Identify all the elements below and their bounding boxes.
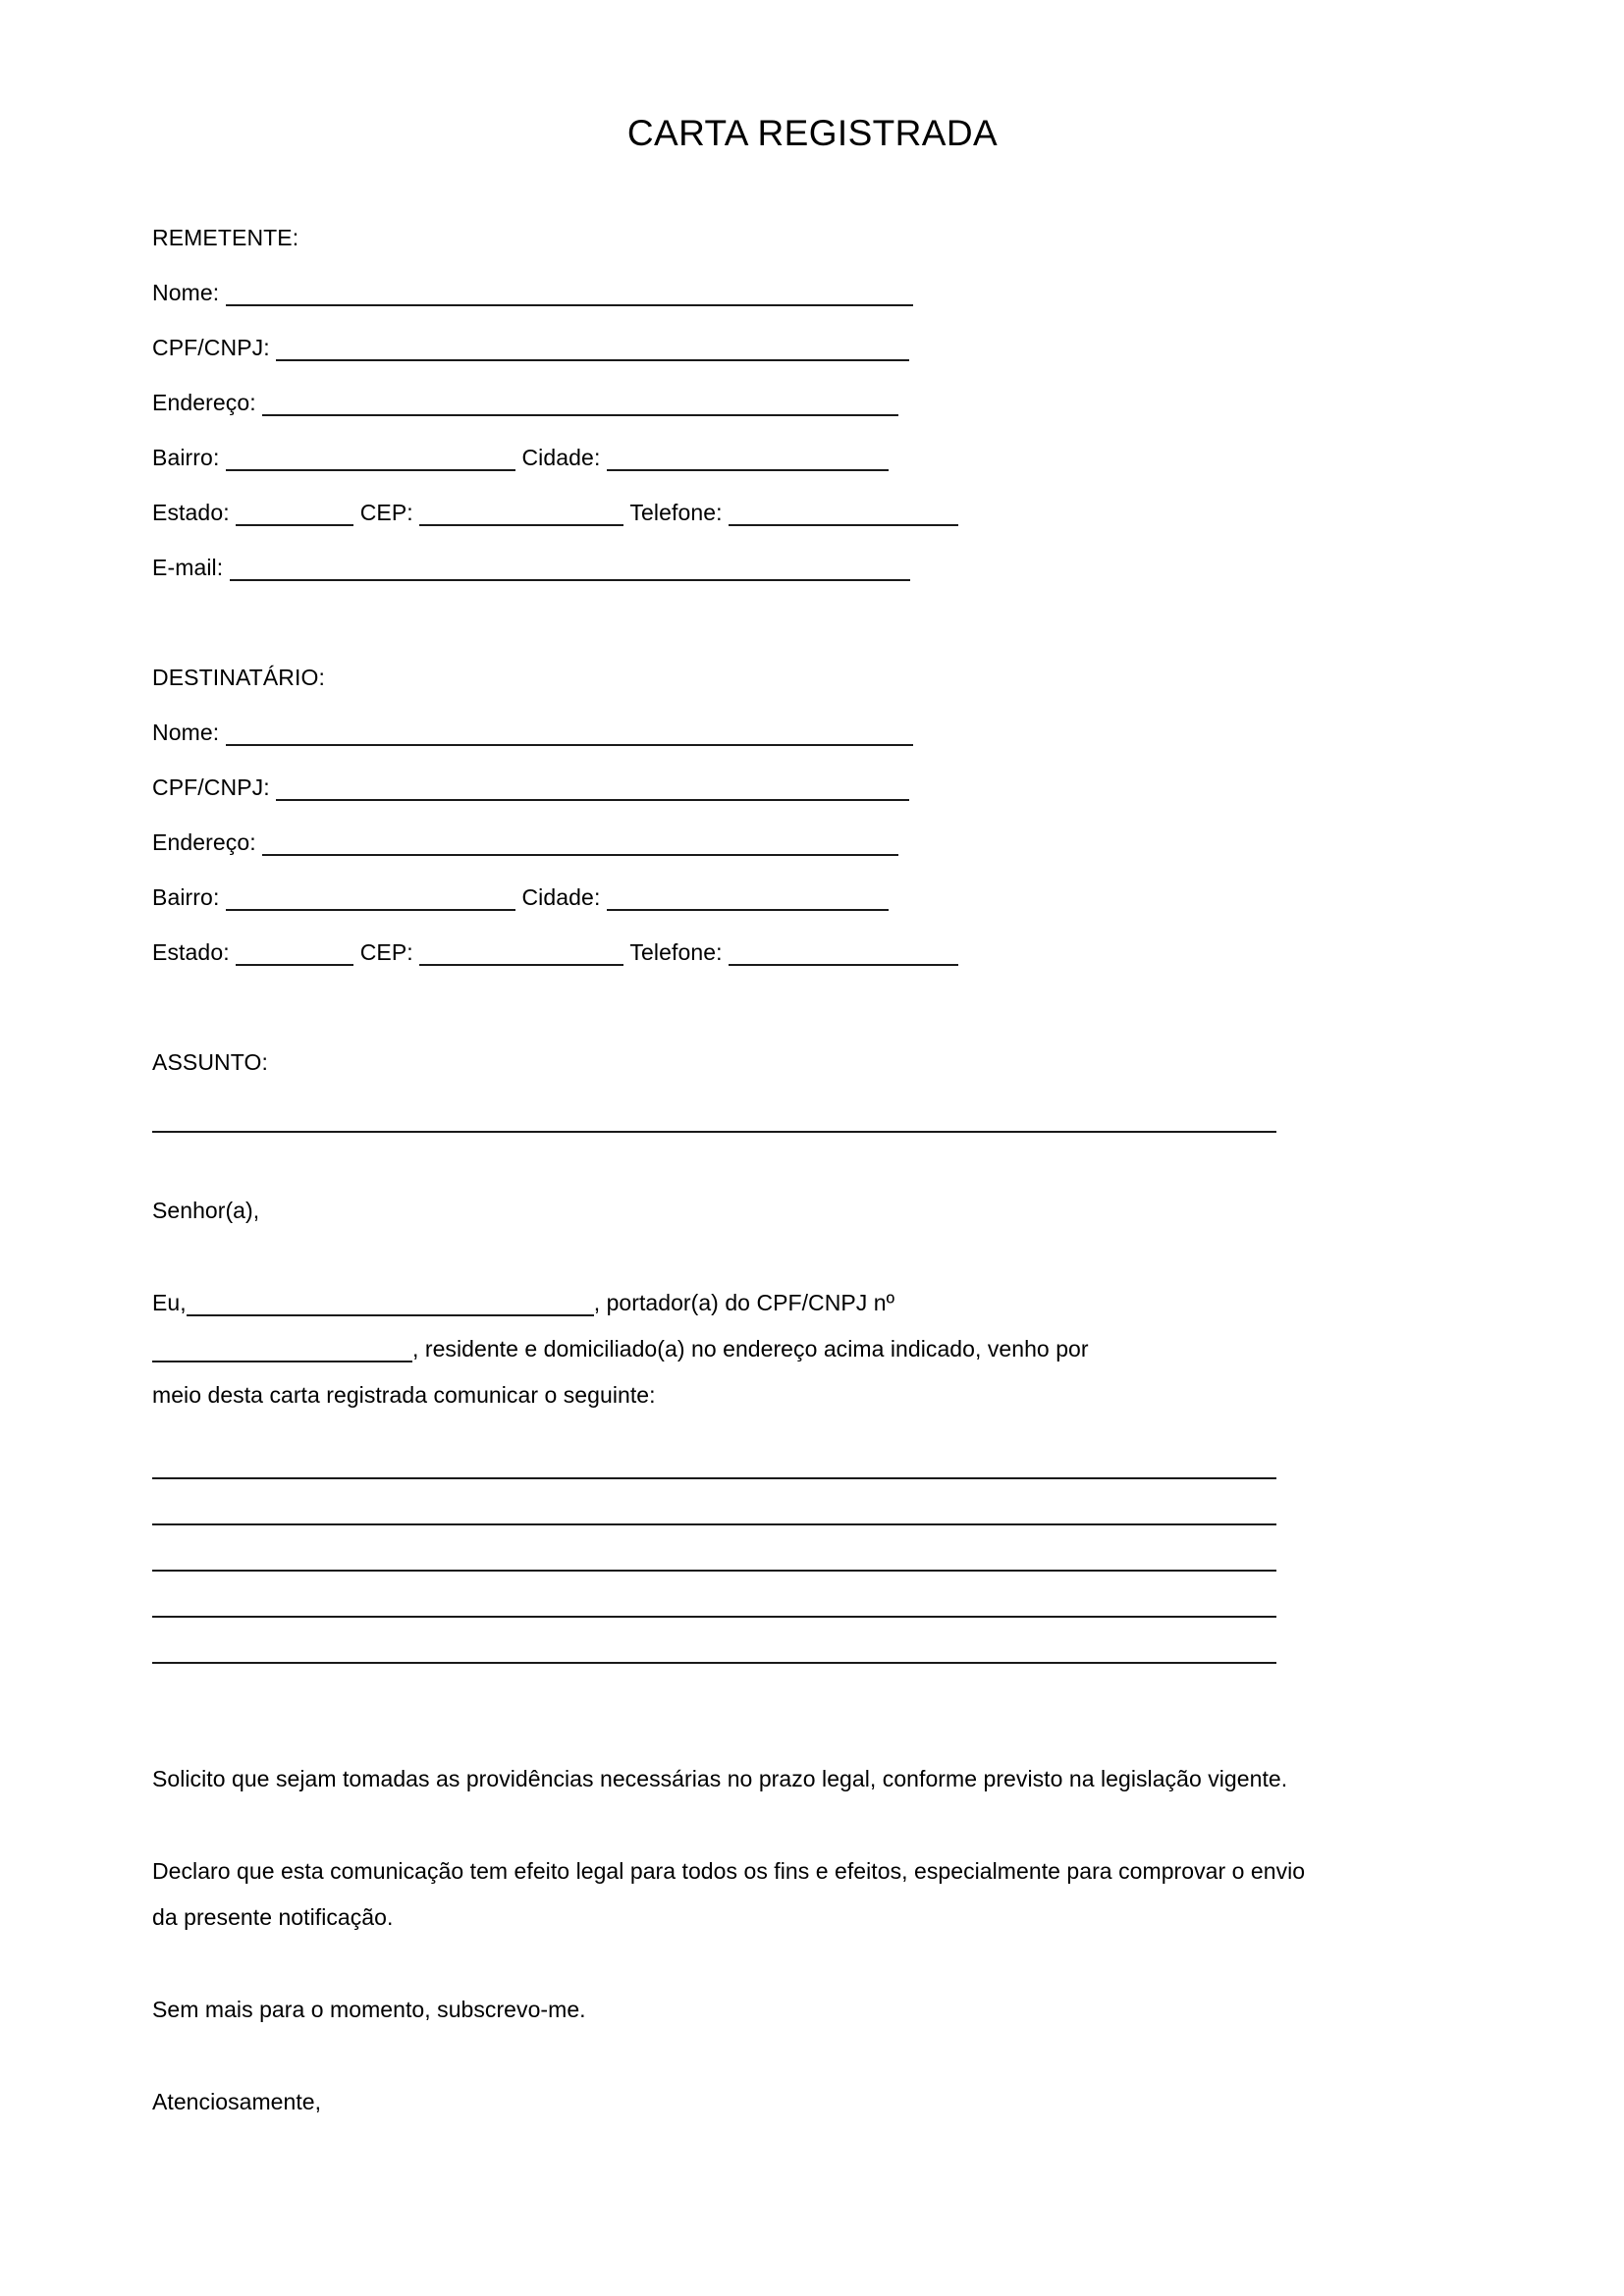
spacer-between-paragraphs-2 — [152, 1941, 1473, 1987]
recipient-field-endereco — [152, 815, 1473, 870]
spacer-between-sections — [152, 595, 1473, 650]
subject-section — [152, 1035, 1473, 1133]
salutation: Senhor(a), — [152, 1198, 260, 1224]
spacer-before-salutation — [152, 1133, 1473, 1188]
intro-cpf-input-rule[interactable] — [152, 1361, 412, 1362]
recipient-cidade-label: Cidade: — [521, 884, 601, 911]
message-blank-line[interactable] — [152, 1523, 1276, 1525]
closing-salutation: Atenciosamente, — [152, 2089, 322, 2115]
recipient-cep-input-rule[interactable] — [419, 964, 623, 966]
recipient-field-estado-cep-telefone — [152, 925, 1473, 980]
recipient-estado-label: Estado: — [152, 939, 230, 966]
letter-body — [152, 1188, 1473, 2125]
sender-telefone-input-rule[interactable] — [729, 524, 958, 526]
sender-endereco-input-rule[interactable] — [262, 414, 898, 416]
sender-cidade-label: Cidade: — [521, 445, 601, 471]
sender-heading: REMETENTE: — [152, 225, 299, 251]
sender-field-bairro-cidade — [152, 430, 1473, 485]
spacer-after-blank-lines — [152, 1664, 1473, 1710]
recipient-cpfcnpj-label: CPF/CNPJ: — [152, 774, 270, 801]
recipient-cep-label: CEP: — [359, 939, 413, 966]
recipient-bairro-input-rule[interactable] — [226, 909, 515, 911]
paragraph-declaro: Declaro que esta comunicação tem efeito legal para todos os fins e efeitos, especialmente para comprovar o envio da presente notificação. — [152, 1858, 1306, 1931]
sender-estado-input-rule[interactable] — [236, 524, 353, 526]
paragraph-sem-mais: Sem mais para o momento, subscrevo-me. — [152, 1997, 586, 2023]
recipient-cpfcnpj-input-rule[interactable] — [276, 799, 909, 801]
recipient-endereco-input-rule[interactable] — [262, 854, 898, 856]
spacer-before-closing — [152, 2033, 1473, 2079]
message-blank-line[interactable] — [152, 1570, 1276, 1572]
sender-nome-label: Nome: — [152, 280, 220, 306]
recipient-field-cpfcnpj — [152, 760, 1473, 815]
sender-field-endereco — [152, 375, 1473, 430]
sender-telefone-label: Telefone: — [629, 500, 723, 526]
intro-paragraph — [152, 1280, 1316, 1418]
sender-section — [152, 210, 1473, 595]
recipient-telefone-label: Telefone: — [629, 939, 723, 966]
recipient-bairro-label: Bairro: — [152, 884, 220, 911]
message-blank-lines — [152, 1477, 1473, 1664]
intro-comunicar-text: meio desta carta registrada comunicar o seguinte: — [152, 1382, 656, 1409]
intro-portador-text: , portador(a) do CPF/CNPJ nº — [593, 1290, 895, 1316]
recipient-field-bairro-cidade — [152, 870, 1473, 925]
paragraph-solicito: Solicito que sejam tomadas as providências necessárias no prazo legal, conforme previsto na legislação vigente. — [152, 1766, 1288, 1792]
recipient-estado-input-rule[interactable] — [236, 964, 353, 966]
recipient-section — [152, 650, 1473, 980]
spacer-between-paragraphs-1 — [152, 1802, 1473, 1848]
recipient-endereco-label: Endereço: — [152, 829, 256, 856]
sender-cpfcnpj-label: CPF/CNPJ: — [152, 335, 270, 361]
sender-endereco-label: Endereço: — [152, 390, 256, 416]
spacer-after-blank-lines-2 — [152, 1710, 1473, 1756]
sender-field-estado-cep-telefone — [152, 485, 1473, 540]
sender-estado-label: Estado: — [152, 500, 230, 526]
spacer-before-subject — [152, 980, 1473, 1035]
sender-field-email — [152, 540, 1473, 595]
intro-eu-label: Eu, — [152, 1290, 187, 1316]
recipient-field-nome — [152, 705, 1473, 760]
sender-email-input-rule[interactable] — [230, 579, 910, 581]
sender-field-nome — [152, 265, 1473, 320]
sender-email-label: E-mail: — [152, 555, 224, 581]
intro-name-input-rule[interactable] — [187, 1314, 594, 1316]
message-blank-line[interactable] — [152, 1477, 1276, 1479]
sender-bairro-input-rule[interactable] — [226, 469, 515, 471]
document-body — [152, 0, 1473, 2125]
sender-field-cpfcnpj — [152, 320, 1473, 375]
sender-nome-input-rule[interactable] — [226, 304, 913, 306]
recipient-heading: DESTINATÁRIO: — [152, 665, 325, 691]
sender-cep-label: CEP: — [359, 500, 413, 526]
spacer-after-salutation — [152, 1234, 1473, 1280]
recipient-telefone-input-rule[interactable] — [729, 964, 958, 966]
sender-bairro-label: Bairro: — [152, 445, 220, 471]
recipient-cidade-input-rule[interactable] — [607, 909, 889, 911]
sender-cidade-input-rule[interactable] — [607, 469, 889, 471]
recipient-nome-label: Nome: — [152, 720, 220, 746]
page-title: CARTA REGISTRADA — [626, 113, 999, 153]
sender-cpfcnpj-input-rule[interactable] — [276, 359, 909, 361]
subject-heading: ASSUNTO: — [152, 1049, 268, 1076]
sender-cep-input-rule[interactable] — [419, 524, 623, 526]
intro-residente-text: , residente e domiciliado(a) no endereço acima indicado, venho por — [412, 1336, 1089, 1362]
spacer-after-title — [152, 155, 1473, 210]
recipient-nome-input-rule[interactable] — [226, 744, 913, 746]
message-blank-line[interactable] — [152, 1616, 1276, 1618]
